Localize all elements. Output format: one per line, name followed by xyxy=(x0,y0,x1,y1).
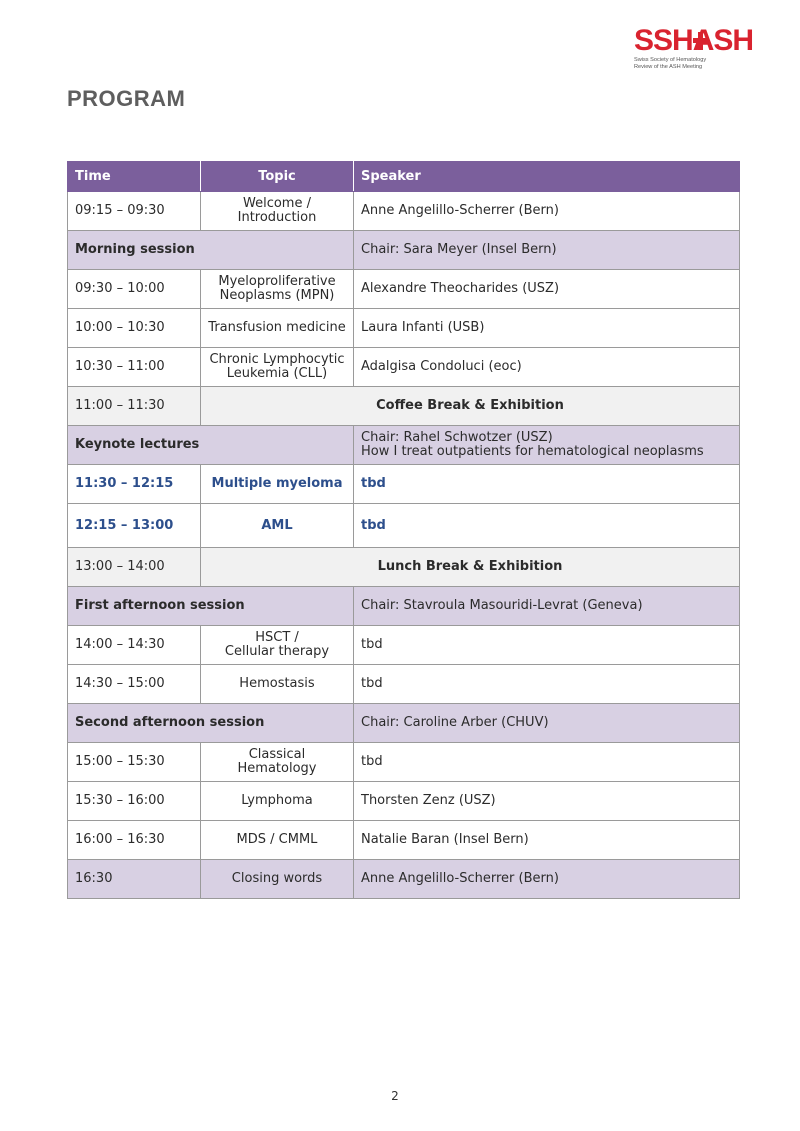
session-row xyxy=(68,587,740,626)
break-row xyxy=(68,548,740,587)
column-header-time: Time xyxy=(68,162,201,192)
session-row xyxy=(68,231,740,270)
topic-cell: Hemostasis xyxy=(201,665,354,704)
session-label: Keynote lectures xyxy=(68,426,354,465)
table-row xyxy=(68,192,740,231)
break-label: Lunch Break & Exhibition xyxy=(201,548,740,587)
topic-cell xyxy=(201,270,354,309)
table-row xyxy=(68,348,740,387)
topic-line: Neoplasms (MPN) xyxy=(219,288,335,303)
speaker-cell: Natalie Baran (Insel Bern) xyxy=(354,821,740,860)
keynote-row xyxy=(68,465,740,504)
logo-subtitle xyxy=(634,57,726,70)
time-cell: 09:15 – 09:30 xyxy=(68,192,201,231)
topic-line: Introduction xyxy=(237,210,317,225)
chair-line: How I treat outpatients for hematological neoplasms xyxy=(361,444,704,459)
topic-line: Leukemia (CLL) xyxy=(226,366,328,381)
speaker-cell: Adalgisa Condoluci (eoc) xyxy=(354,348,740,387)
table-row xyxy=(68,626,740,665)
page-number: 2 xyxy=(391,1089,399,1103)
logo-mark xyxy=(634,24,754,57)
session-label: Morning session xyxy=(68,231,354,270)
time-cell: 16:30 xyxy=(68,860,201,899)
topic-cell: MDS / CMML xyxy=(201,821,354,860)
time-cell: 11:00 – 11:30 xyxy=(68,387,201,426)
speaker-cell: tbd xyxy=(354,665,740,704)
closing-row xyxy=(68,860,740,899)
session-label: Second afternoon session xyxy=(68,704,354,743)
table-row xyxy=(68,665,740,704)
speaker-cell: tbd xyxy=(354,504,740,548)
speaker-cell: tbd xyxy=(354,626,740,665)
time-cell: 16:00 – 16:30 xyxy=(68,821,201,860)
break-row xyxy=(68,387,740,426)
topic-cell: Transfusion medicine xyxy=(201,309,354,348)
column-header-speaker: Speaker xyxy=(354,162,740,192)
chair-cell: Chair: Stavroula Masouridi-Levrat (Geneva) xyxy=(354,587,740,626)
chair-cell: Chair: Caroline Arber (CHUV) xyxy=(354,704,740,743)
program-table xyxy=(67,161,740,899)
topic-cell: Multiple myeloma xyxy=(201,465,354,504)
table-row xyxy=(68,821,740,860)
chair-cell xyxy=(354,426,740,465)
speaker-cell: Laura Infanti (USB) xyxy=(354,309,740,348)
speaker-cell: tbd xyxy=(354,465,740,504)
topic-line: Welcome / xyxy=(243,196,311,211)
time-cell: 14:00 – 14:30 xyxy=(68,626,201,665)
topic-cell: AML xyxy=(201,504,354,548)
table-row xyxy=(68,782,740,821)
table-row xyxy=(68,309,740,348)
sshash-logo xyxy=(634,24,754,72)
time-cell: 15:30 – 16:00 xyxy=(68,782,201,821)
chair-line: Chair: Rahel Schwotzer (USZ) xyxy=(361,430,553,445)
table-row xyxy=(68,743,740,782)
time-cell: 13:00 – 14:00 xyxy=(68,548,201,587)
topic-cell: Classical Hematology xyxy=(201,743,354,782)
topic-cell: Lymphoma xyxy=(201,782,354,821)
time-cell: 10:00 – 10:30 xyxy=(68,309,201,348)
topic-line: Cellular therapy xyxy=(224,644,330,659)
column-header-topic: Topic xyxy=(201,162,354,192)
break-label: Coffee Break & Exhibition xyxy=(201,387,740,426)
logo-mark-right: ASH xyxy=(692,24,754,57)
page-title: PROGRAM xyxy=(67,86,186,111)
time-cell: 10:30 – 11:00 xyxy=(68,348,201,387)
logo-mark-left: SSH xyxy=(634,24,693,57)
keynote-row xyxy=(68,504,740,548)
topic-cell: Closing words xyxy=(201,860,354,899)
speaker-cell: Alexandre Theocharides (USZ) xyxy=(354,270,740,309)
topic-line: Myeloproliferative xyxy=(218,274,336,289)
topic-cell xyxy=(201,192,354,231)
chair-cell: Chair: Sara Meyer (Insel Bern) xyxy=(354,231,740,270)
session-label: First afternoon session xyxy=(68,587,354,626)
time-cell: 15:00 – 15:30 xyxy=(68,743,201,782)
time-cell: 09:30 – 10:00 xyxy=(68,270,201,309)
topic-line: Chronic Lymphocytic xyxy=(209,352,345,367)
time-cell: 14:30 – 15:00 xyxy=(68,665,201,704)
speaker-cell: Anne Angelillo-Scherrer (Bern) xyxy=(354,192,740,231)
topic-line: HSCT / xyxy=(255,630,299,645)
speaker-cell: tbd xyxy=(354,743,740,782)
logo-subtitle-line1: Swiss Society of Hematology xyxy=(634,57,707,63)
table-row xyxy=(68,270,740,309)
session-row xyxy=(68,704,740,743)
topic-cell xyxy=(201,348,354,387)
topic-cell xyxy=(201,626,354,665)
logo-subtitle-line2: Review of the ASH Meeting xyxy=(634,63,703,70)
session-row xyxy=(68,426,740,465)
time-cell: 12:15 – 13:00 xyxy=(68,504,201,548)
table-header-row xyxy=(68,162,740,192)
speaker-cell: Anne Angelillo-Scherrer (Bern) xyxy=(354,860,740,899)
time-cell: 11:30 – 12:15 xyxy=(68,465,201,504)
speaker-cell: Thorsten Zenz (USZ) xyxy=(354,782,740,821)
